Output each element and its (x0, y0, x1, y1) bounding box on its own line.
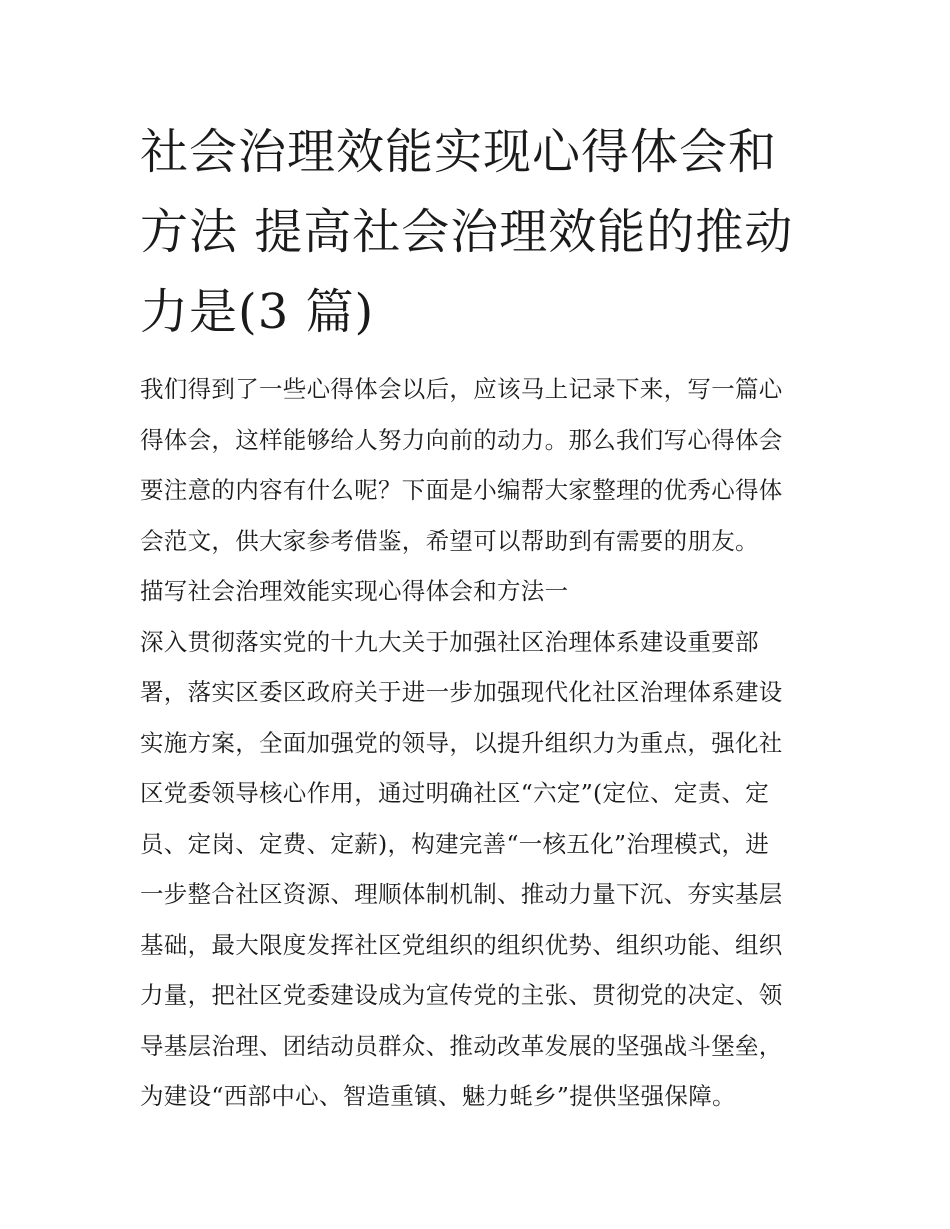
paragraph-line: 一步整合社区资源、理顺体制机制、推动力量下沉、夯实基层 (140, 880, 783, 908)
intro-line: 我们得到了一些心得体会以后，应该马上记录下来，写一篇心 (140, 375, 783, 403)
paragraph-line: 署，落实区委区政府关于进一步加强现代化社区治理体系建设 (140, 678, 783, 706)
title-line: 社会治理效能实现心得体会和 (140, 124, 778, 180)
intro-line: 得体会，这样能够给人努力向前的动力。那么我们写心得体会 (140, 425, 783, 454)
document-title (140, 112, 820, 352)
paragraph-line: 基础，最大限度发挥社区党组织的组织优势、组织功能、组织 (140, 930, 783, 959)
paragraph-line: 实施方案，全面加强党的领导，以提升组织力为重点，强化社 (140, 728, 783, 757)
document-body (140, 364, 820, 1122)
title-line: 力是(3 篇) (140, 284, 375, 340)
paragraph-line: 力量，把社区党委建设成为宣传党的主张、贯彻党的决定、领 (140, 981, 783, 1009)
section-heading: 描写社会治理效能实现心得体会和方法一 (140, 577, 569, 605)
paragraph-line: 区党委领导核心作用，通过明确社区“六定”(定位、定责、定 (140, 779, 770, 807)
document-page (140, 112, 820, 1122)
intro-line: 会范文，供大家参考借鉴，希望可以帮助到有需要的朋友。 (140, 526, 759, 555)
paragraph-line: 深入贯彻落实党的十九大关于加强社区治理体系建设重要部 (140, 627, 759, 656)
paragraph-line: 导基层治理、团结动员群众、推动改革发展的坚强战斗堡垒， (140, 1031, 783, 1060)
intro-line: 要注意的内容有什么呢？下面是小编帮大家整理的优秀心得体 (140, 476, 783, 504)
paragraph-line: 为建设“西部中心、智造重镇、魅力蚝乡”提供坚强保障。 (140, 1082, 736, 1110)
title-line: 方法 提高社会治理效能的推动 (140, 204, 794, 260)
paragraph-line: 员、定岗、定费、定薪)，构建完善“一核五化”治理模式，进 (140, 829, 770, 858)
